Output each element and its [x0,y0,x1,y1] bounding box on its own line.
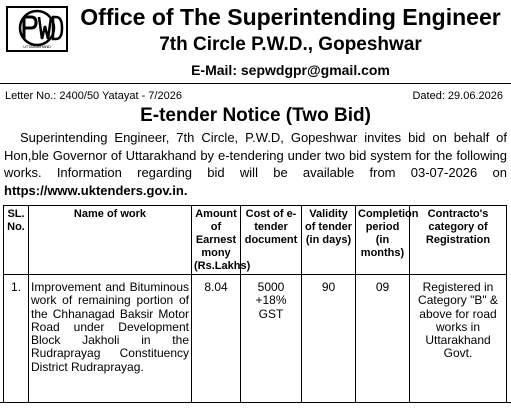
notice-body-text: Superintending Engineer, 7th Circle, P.W.D, Gopeshwar invites bid on behalf of Hon,ble Governor of Uttarakhand by e-tendering under two bid system for the following works. Information regarding bid will be available from 03-07-2026 on [4,130,507,180]
cell-name: Improvement and Bituminous work of remaining portion of the Chhanagad Baksir Motor Road under Development Block Jakholi in the Rudraprayag Constituency District Rudraprayag. [29,275,192,403]
office-header [0,0,511,83]
col-header-completion: Completion period (in months) [356,206,410,275]
header-divider [0,83,511,84]
notice-body [4,129,507,199]
email-address: sepwdgpr@gmail.com [240,62,390,78]
notice-title: E-tender Notice (Two Bid) [140,105,371,126]
email-label: E-Mail: [191,62,237,78]
office-email [72,61,509,79]
cell-category: Registered in Category "B" & above for road works in Uttarakhand Govt. [410,275,507,403]
office-title: Office of The Superintending Engineer [80,4,501,30]
col-header-validity: Validity of tender (in days) [302,206,356,275]
letter-number: Letter No.: 2400/50 Yatayat - 7/2026 [5,90,182,102]
col-header-sl: SL. No. [4,206,29,275]
cell-completion: 09 [356,275,410,403]
cell-sl: 1. [4,275,29,403]
col-header-name: Name of work [29,206,192,275]
cell-cost: 5000 +18% GST [241,275,302,403]
table-header-row [4,206,507,275]
table-row [4,275,507,403]
reference-row [5,88,503,104]
bottom-divider [0,402,511,403]
pwd-logo-mark [8,8,66,50]
office-subtitle: 7th Circle P.W.D., Gopeshwar [159,34,422,55]
cell-earnest: 8.04 [192,275,241,403]
tender-portal-url: https://www.uktenders.gov.in. [4,182,188,198]
col-header-earnest: Amount of Earnest mony (Rs.Lakhs) [192,206,241,275]
col-header-category: Contracto's category of Registration [410,206,507,275]
works-table [3,205,507,403]
col-header-cost: Cost of e-tender document [241,206,302,275]
pwd-logo [6,6,68,52]
cell-validity: 90 [302,275,356,403]
logo-caption: UTTARAKHAND [23,45,51,49]
notice-date: Dated: 29.06.2026 [412,90,503,102]
